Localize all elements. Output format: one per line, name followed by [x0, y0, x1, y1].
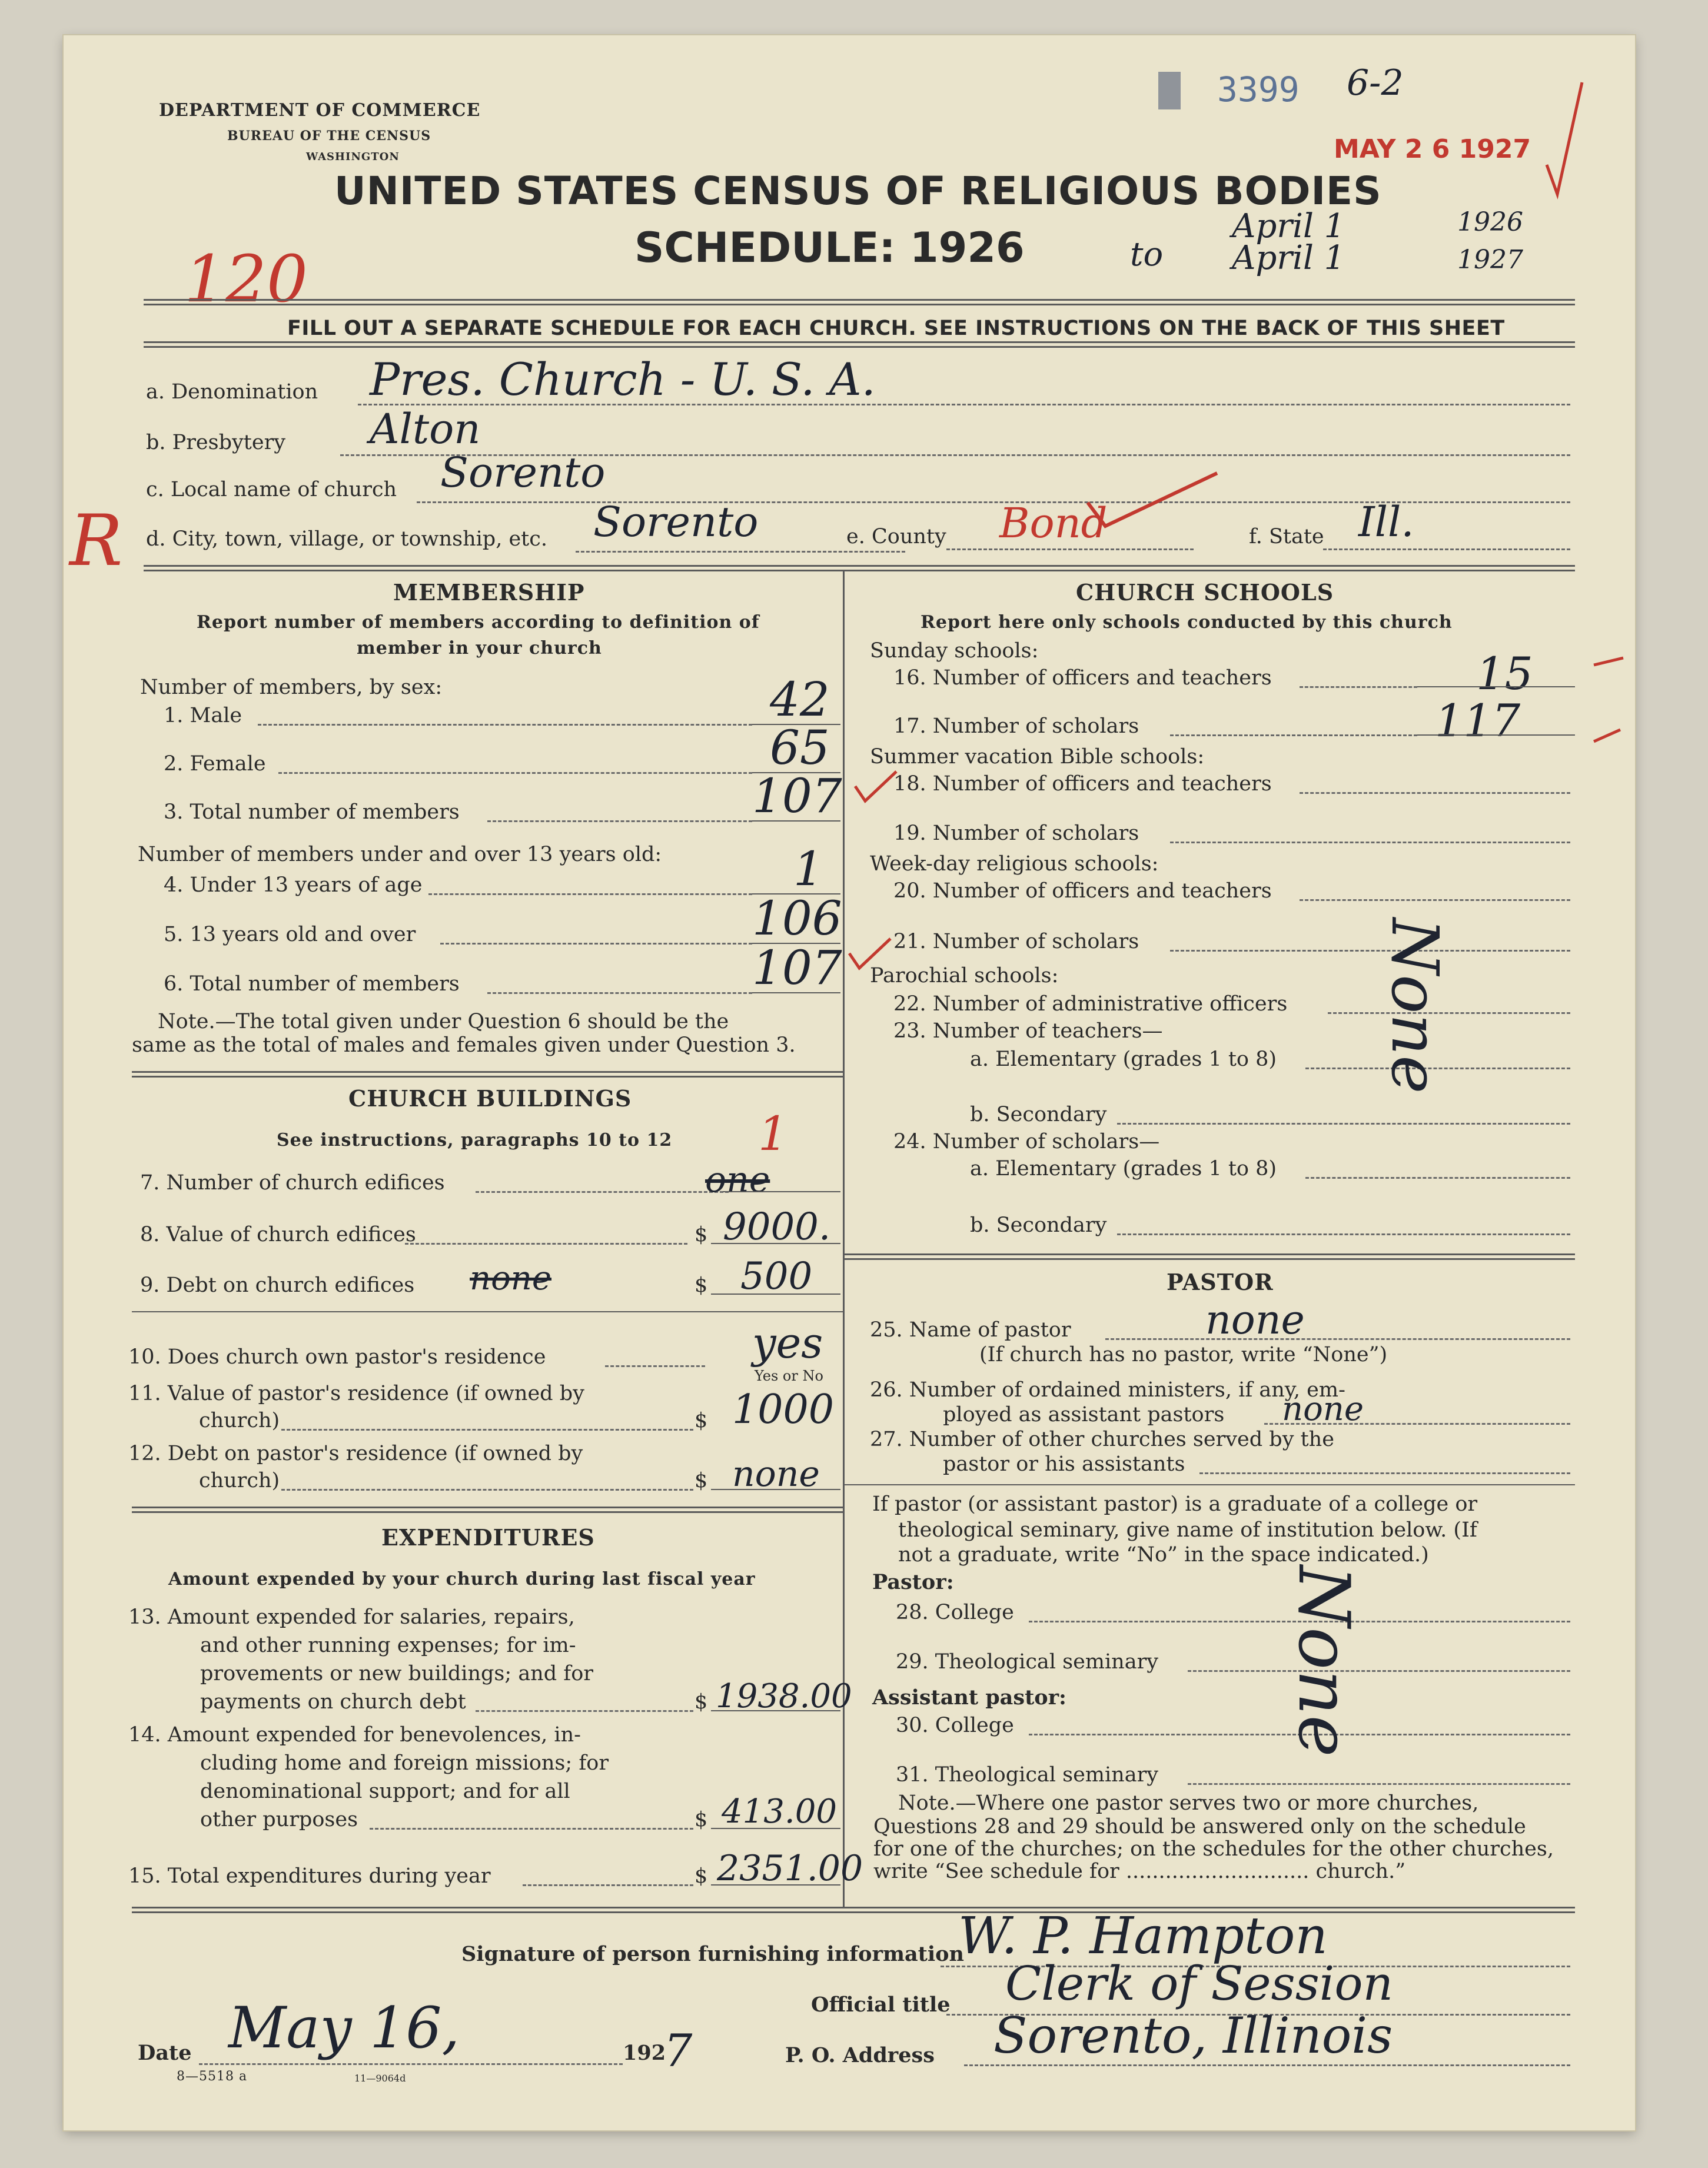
fill-line: [1117, 1233, 1570, 1235]
rule: [144, 299, 1575, 301]
fill-line: [1300, 899, 1570, 901]
period-end-year: 1927: [1457, 245, 1523, 275]
q9-struck-value: none: [470, 1259, 551, 1298]
q6-value: 107: [752, 940, 842, 995]
rule: [843, 1253, 1575, 1255]
q4-value: 1: [793, 842, 823, 896]
year-prefix: 192: [623, 2041, 666, 2065]
fill-line: [1323, 548, 1570, 550]
q27-label-b: pastor or his assistants: [943, 1452, 1185, 1476]
schedule-title: SCHEDULE: 1926: [634, 224, 1025, 272]
fill-line: [964, 2064, 1570, 2066]
q1-value: 42: [770, 672, 830, 727]
q15-value: 2351.00: [717, 1848, 863, 1889]
answer-line: [711, 1884, 840, 1886]
q11-label-b: church): [199, 1409, 280, 1432]
schools-none-mark: None: [1377, 918, 1453, 1094]
stamp-number: 3399: [1217, 69, 1300, 109]
q7-struck-value: one: [705, 1159, 770, 1201]
dollar-sign: $: [695, 1409, 708, 1432]
membership-heading: MEMBERSHIP: [393, 579, 585, 606]
fill-line: [278, 772, 752, 774]
q25-note: (If church has no pastor, write “None”): [979, 1343, 1388, 1366]
pastor-none-mark: None: [1282, 1565, 1364, 1757]
answer-line: [711, 1489, 840, 1490]
signature-label: Signature of person furnishing information: [461, 1942, 964, 1966]
rule: [132, 1911, 1575, 1913]
q16-value: 15: [1476, 647, 1533, 700]
expenditures-sub: Amount expended by your church during last fiscal year: [168, 1569, 756, 1590]
q13-line-3: provements or new buildings; and for: [200, 1662, 594, 1685]
q13-line-1: 13. Amount expended for salaries, repairs,: [128, 1605, 575, 1629]
fill-line: [1170, 734, 1417, 736]
dollar-sign: $: [695, 1808, 708, 1831]
fill-line: [281, 1489, 693, 1491]
po-address-label: P. O. Address: [785, 2043, 935, 2067]
dollar-sign: $: [695, 1864, 708, 1888]
q28-label: 28. College: [896, 1601, 1014, 1624]
q4-label: 4. Under 13 years of age: [164, 873, 423, 897]
red-check-icon: [1541, 77, 1588, 206]
rule: [843, 1484, 1575, 1485]
q25-label: 25. Name of pastor: [870, 1318, 1071, 1342]
instruction-banner: FILL OUT A SEPARATE SCHEDULE FOR EACH CHURCH. SEE INSTRUCTIONS ON THE BACK OF THIS SHEET: [287, 317, 1505, 340]
fill-line: [281, 1429, 693, 1431]
dollar-sign: $: [695, 1223, 708, 1246]
weekday-schools-label: Week-day religious schools:: [870, 852, 1159, 876]
stamp-date: MAY 2 6 1927: [1334, 134, 1531, 164]
fill-line: [258, 724, 752, 726]
q30-label: 30. College: [896, 1714, 1014, 1737]
local-name-value: Sorento: [440, 448, 606, 497]
q13-line-2: and other running expenses; for im-: [200, 1634, 576, 1657]
q12-label-a: 12. Debt on pastor's residence (if owned by: [128, 1442, 583, 1465]
city-label: d. City, town, village, or township, etc.: [146, 527, 547, 551]
fill-line: [487, 992, 752, 994]
rule: [132, 1311, 843, 1312]
q27-label-a: 27. Number of other churches served by the: [870, 1428, 1334, 1451]
membership-note-1: Note.—The total given under Question 6 should be the: [158, 1010, 729, 1033]
q10-value: yes: [752, 1318, 823, 1368]
by-age-label: Number of members under and over 13 years old:: [138, 843, 662, 866]
rule: [132, 1511, 843, 1513]
rule: [144, 346, 1575, 348]
q17-label: 17. Number of scholars: [893, 714, 1139, 738]
q21-label: 21. Number of scholars: [893, 930, 1139, 953]
fill-line: [1300, 686, 1417, 688]
q14-line-3: denominational support; and for all: [200, 1780, 570, 1803]
answer-line: [711, 1243, 840, 1244]
q18-label: 18. Number of officers and teachers: [893, 772, 1272, 796]
q7-value: 1: [758, 1106, 788, 1161]
rule: [144, 341, 1575, 343]
rule: [132, 1071, 843, 1073]
q2-value: 65: [770, 720, 830, 775]
fill-line: [1188, 1670, 1570, 1672]
fill-line: [523, 1884, 693, 1886]
po-address-value: Sorento, Illinois: [993, 2007, 1393, 2064]
grad-note-3: not a graduate, write “No” in the space indicated.): [898, 1543, 1429, 1567]
q7-label: 7. Number of church edifices: [140, 1171, 445, 1195]
red-tick-icon: [1588, 647, 1629, 753]
q9-label: 9. Debt on church edifices: [140, 1273, 415, 1297]
fill-line: [1170, 950, 1570, 952]
stamp-suffix: 6-2: [1347, 62, 1404, 104]
stamp-mark-icon: [1158, 72, 1181, 109]
q11-value: 1000: [732, 1386, 835, 1433]
by-sex-label: Number of members, by sex:: [140, 676, 443, 699]
answer-line: [711, 1710, 840, 1711]
county-label: e. County: [846, 525, 946, 548]
pastor-note-2: Questions 28 and 29 should be answered only on the schedule: [873, 1815, 1526, 1838]
q5-label: 5. 13 years old and over: [164, 923, 416, 946]
fill-line: [1105, 1338, 1570, 1340]
q14-value: 413.00: [722, 1793, 837, 1831]
form-number-2: 11—9064d: [354, 2073, 406, 2084]
q13-value: 1938.00: [716, 1677, 852, 1715]
date-value: May 16,: [228, 1995, 460, 2061]
q25-value: none: [1205, 1297, 1305, 1344]
q17-value: 117: [1435, 694, 1521, 747]
q23-label: 23. Number of teachers—: [893, 1019, 1163, 1043]
rule: [132, 1907, 1575, 1908]
dollar-sign: $: [695, 1469, 708, 1492]
fill-line: [428, 893, 752, 895]
grad-note-2: theological seminary, give name of institution below. (If: [898, 1518, 1477, 1542]
q14-line-4: other purposes: [200, 1808, 358, 1831]
fill-line: [440, 943, 752, 945]
q11-label-a: 11. Value of pastor's residence (if owned by: [128, 1382, 584, 1405]
period-start-year: 1926: [1457, 207, 1523, 237]
state-value: Ill.: [1358, 498, 1414, 546]
grad-note-1: If pastor (or assistant pastor) is a graduate of a college or: [872, 1492, 1478, 1516]
q24-label: 24. Number of scholars—: [893, 1130, 1160, 1153]
margin-mark: R: [69, 500, 123, 582]
red-check-icon: [1082, 467, 1223, 538]
parochial-schools-label: Parochial schools:: [870, 964, 1059, 987]
answer-line: [711, 1294, 840, 1295]
expenditures-heading: EXPENDITURES: [381, 1524, 595, 1551]
city-value: Sorento: [593, 498, 759, 546]
rule: [843, 1258, 1575, 1260]
dollar-sign: $: [695, 1690, 708, 1714]
date-label: Date: [138, 2041, 192, 2065]
fill-line: [1117, 1123, 1570, 1125]
fill-line: [1199, 1472, 1570, 1474]
buildings-sub: See instructions, paragraphs 10 to 12: [277, 1130, 673, 1150]
form-number: 8—5518 a: [177, 2069, 248, 2084]
year-suffix: 7: [664, 2024, 693, 2077]
q24a-label: a. Elementary (grades 1 to 8): [970, 1157, 1277, 1181]
q31-label: 31. Theological seminary: [896, 1763, 1159, 1787]
rule: [132, 1507, 843, 1508]
schools-sub: Report here only schools conducted by this church: [921, 612, 1453, 633]
q3-label: 3. Total number of members: [164, 800, 460, 824]
fill-line: [476, 1710, 693, 1712]
q8-value: 9000.: [723, 1205, 831, 1249]
census-schedule-sheet: [64, 35, 1635, 2130]
q23a-label: a. Elementary (grades 1 to 8): [970, 1048, 1277, 1071]
presbytery-value: Alton: [370, 405, 481, 453]
rule: [144, 304, 1575, 305]
period-start: April 1: [1232, 207, 1345, 245]
q20-label: 20. Number of officers and teachers: [893, 879, 1272, 903]
red-check-icon: [852, 769, 899, 810]
fill-line: [1300, 792, 1570, 794]
q13-line-4: payments on church debt: [200, 1690, 466, 1714]
membership-note-2: same as the total of males and females given under Question 3.: [132, 1033, 796, 1057]
fill-line: [946, 548, 1194, 550]
q26-label-b: ployed as assistant pastors: [943, 1403, 1225, 1427]
rule: [144, 565, 1575, 567]
answer-line: [1417, 686, 1575, 687]
fill-line: [487, 820, 752, 822]
period-to: to: [1130, 235, 1164, 274]
denomination-label: a. Denomination: [146, 380, 318, 404]
schools-heading: CHURCH SCHOOLS: [1076, 579, 1334, 606]
q10-label: 10. Does church own pastor's residence: [128, 1345, 546, 1369]
fill-line: [576, 551, 905, 553]
answer-line: [1417, 734, 1575, 736]
q12-label-b: church): [199, 1469, 280, 1492]
fill-line: [605, 1365, 705, 1367]
pastor-sublabel: Pastor:: [872, 1570, 954, 1594]
fill-line: [405, 1243, 687, 1245]
answer-line: [723, 1191, 840, 1192]
denomination-value: Pres. Church - U. S. A.: [370, 353, 876, 405]
q22-label: 22. Number of administrative officers: [893, 992, 1288, 1016]
dept-line: DEPARTMENT OF COMMERCE: [159, 100, 481, 121]
county-value: Bond: [999, 499, 1108, 547]
q1-label: 1. Male: [164, 704, 242, 727]
pastor-note-1: Note.—Where one pastor serves two or more churches,: [898, 1791, 1479, 1815]
fill-line: [1264, 1423, 1570, 1425]
q9-value: 500: [740, 1255, 813, 1298]
form-title: UNITED STATES CENSUS OF RELIGIOUS BODIES: [334, 168, 1382, 214]
summer-schools-label: Summer vacation Bible schools:: [870, 745, 1205, 769]
q14-line-2: cluding home and foreign missions; for: [200, 1751, 609, 1775]
rule: [132, 1076, 843, 1078]
q24b-label: b. Secondary: [970, 1213, 1107, 1237]
fill-line: [199, 2063, 623, 2065]
q3-value: 107: [752, 769, 842, 823]
buildings-heading: CHURCH BUILDINGS: [348, 1085, 632, 1112]
answer-line: [752, 992, 840, 993]
q5-value: 106: [752, 891, 842, 946]
q12-value: none: [732, 1454, 820, 1495]
fill-line: [1305, 1177, 1570, 1179]
q29-label: 29. Theological seminary: [896, 1650, 1159, 1674]
dollar-sign: $: [695, 1273, 708, 1297]
q10-hint: Yes or No: [755, 1368, 823, 1384]
assistant-sublabel: Assistant pastor:: [872, 1685, 1066, 1710]
pastor-note-4: write “See schedule for ............................ church.”: [873, 1860, 1406, 1883]
presbytery-label: b. Presbytery: [146, 431, 286, 454]
pastor-heading: PASTOR: [1167, 1269, 1274, 1295]
q8-label: 8. Value of church edifices: [140, 1223, 416, 1246]
q19-label: 19. Number of scholars: [893, 822, 1139, 845]
bureau-line: BUREAU OF THE CENSUS: [227, 128, 431, 144]
q16-label: 16. Number of officers and teachers: [893, 666, 1272, 690]
official-title-value: Clerk of Session: [1005, 1956, 1394, 2011]
period-end: April 1: [1232, 239, 1345, 277]
local-name-label: c. Local name of church: [146, 478, 397, 501]
red-mark-number: 120: [184, 241, 308, 317]
rule: [144, 570, 1575, 571]
answer-line: [752, 820, 840, 822]
sunday-schools-label: Sunday schools:: [870, 639, 1039, 663]
fill-line: [476, 1191, 729, 1193]
state-label: f. State: [1249, 525, 1324, 548]
q2-label: 2. Female: [164, 752, 266, 776]
fill-line: [370, 1828, 693, 1830]
pastor-note-3: for one of the churches; on the schedules for the other churches,: [873, 1837, 1554, 1861]
q26-value: none: [1282, 1390, 1364, 1428]
fill-line: [358, 404, 1570, 405]
q15-label: 15. Total expenditures during year: [128, 1864, 491, 1888]
answer-line: [711, 1828, 840, 1829]
q26-label-a: 26. Number of ordained ministers, if any, em-: [870, 1378, 1345, 1402]
membership-sub1: Report number of members according to definition of: [197, 612, 760, 633]
q14-line-1: 14. Amount expended for benevolences, in-: [128, 1723, 581, 1747]
membership-sub2: member in your church: [357, 638, 602, 659]
fill-line: [1188, 1783, 1570, 1785]
signature-value: W. P. Hampton: [958, 1907, 1328, 1966]
q23b-label: b. Secondary: [970, 1103, 1107, 1126]
city-line: WASHINGTON: [306, 151, 400, 163]
official-title-label: Official title: [811, 1993, 951, 2017]
fill-line: [1170, 842, 1570, 843]
q6-label: 6. Total number of members: [164, 972, 460, 996]
